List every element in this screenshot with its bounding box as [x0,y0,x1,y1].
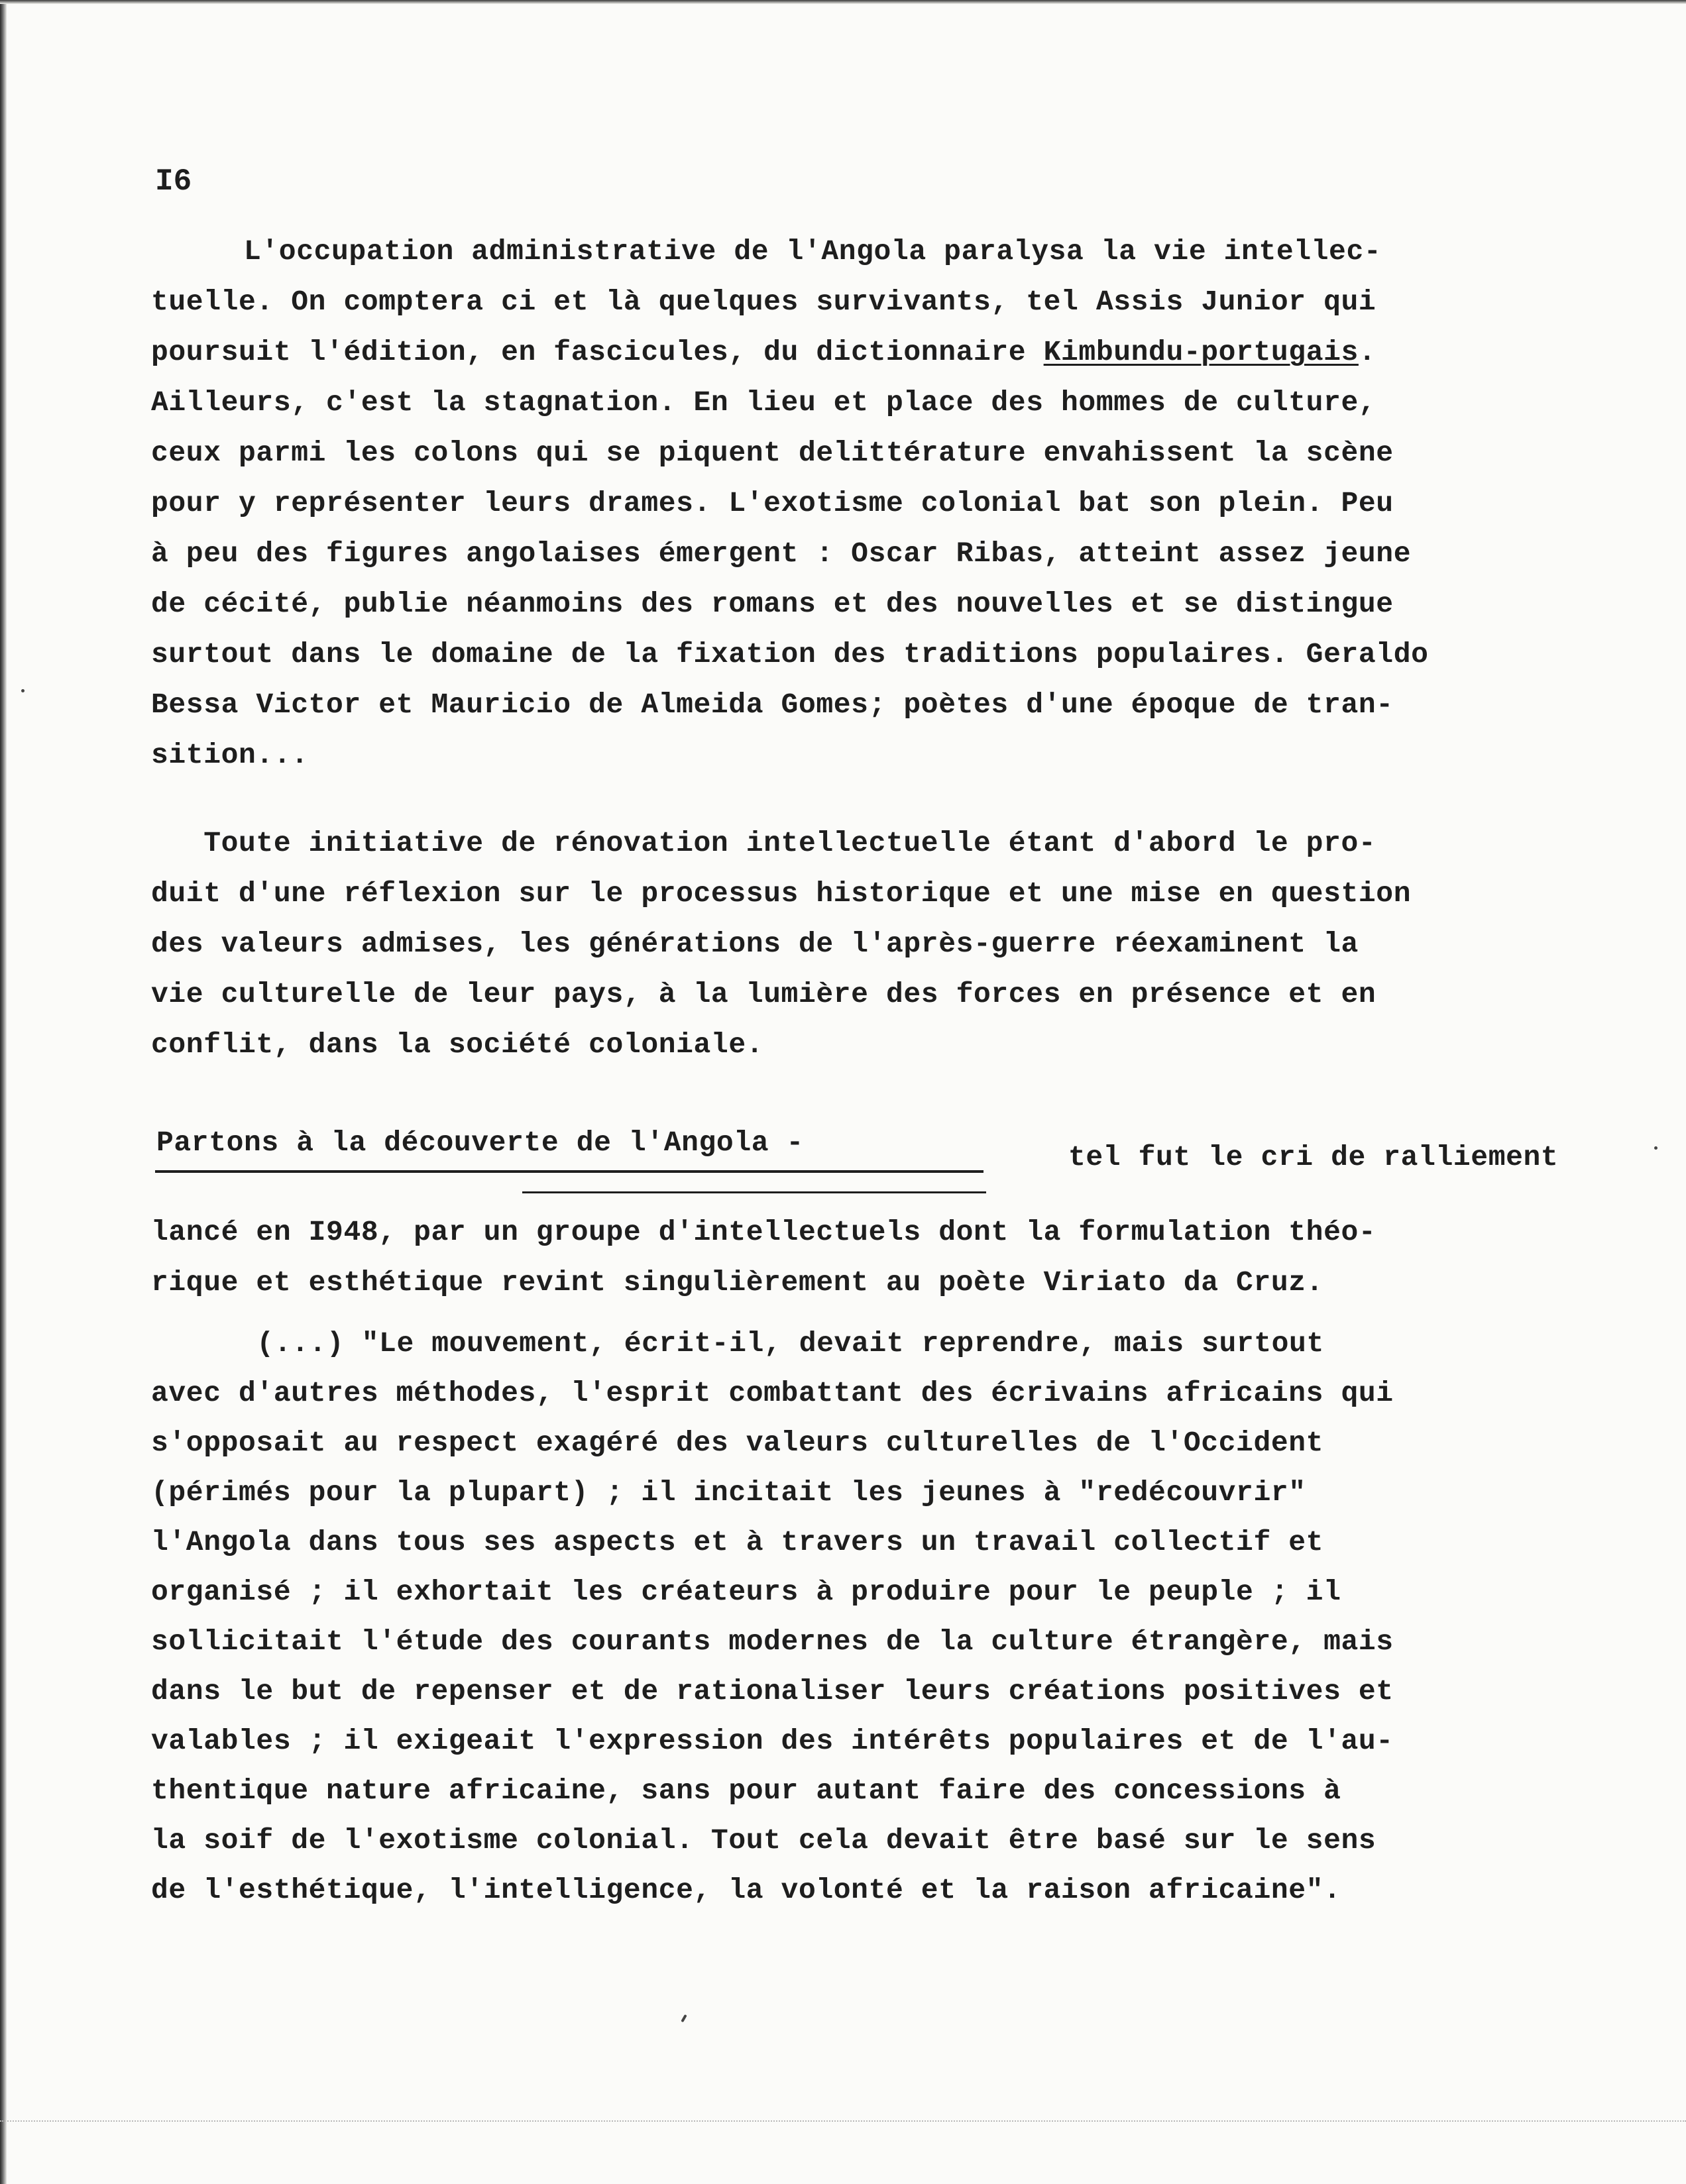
heading-underline [155,1170,984,1173]
text-line: de cécité, publie néanmoins des romans et des nouvelles et se distingue [151,588,1394,620]
text-segment: poursuit l'édition, en fascicules, du dictionnaire [151,336,1044,368]
text-line: ceux parmi les colons qui se piquent delittérature envahissent la scène [151,437,1394,469]
text-line: surtout dans le domaine de la fixation des traditions populaires. Geraldo [151,638,1429,671]
text-line: valables ; il exigeait l'expression des intérêts populaires et de l'au- [151,1725,1394,1757]
scan-speck [681,2014,687,2022]
text-line: organisé ; il exhortait les créateurs à produire pour le peuple ; il [151,1576,1341,1608]
scan-speck [21,689,25,692]
text-line: rique et esthétique revint singulièrement au poète Viriato da Cruz. [151,1266,1324,1299]
text-line: (...) "Le mouvement, écrit-il, devait reprendre, mais surtout [204,1327,1324,1360]
paragraph-1948 [151,1207,1563,1308]
text-line: de l'esthétique, l'intelligence, la volonté et la raison africaine". [151,1874,1341,1906]
text-line: (périmés pour la plupart) ; il incitait les jeunes à "redécouvrir" [151,1476,1306,1509]
text-line: tuelle. On comptera ci et là quelques survivants, tel Assis Junior qui [151,286,1377,318]
heading-underline-double [522,1191,986,1193]
text-line: L'occupation administrative de l'Angola paralysa la vie intellec- [244,235,1382,268]
heading-continuation: tel fut le cri de ralliement [1068,1141,1559,1174]
scan-edge-left [0,0,7,2184]
text-line: à peu des figures angolaises émergent : Oscar Ribas, atteint assez jeune [151,537,1412,570]
underlined-term: Kimbundu-portugais [1043,336,1359,368]
quotation-viriato-da-cruz [151,1319,1563,1915]
text-line [151,327,1563,378]
text-line: thentique nature africaine, sans pour autant faire des concessions à [151,1774,1341,1807]
paragraph-occupation [151,227,1563,781]
section-heading [151,1126,1563,1186]
text-line: l'Angola dans tous ses aspects et à travers un travail collectif et [151,1526,1324,1558]
text-line: des valeurs admises, les générations de l'après-guerre réexaminent la [151,928,1359,960]
text-line: pour y représenter leurs drames. L'exotisme colonial bat son plein. Peu [151,487,1394,519]
text-line: sition... [151,739,309,771]
scan-edge-top [0,0,1686,4]
text-line: lancé en I948, par un groupe d'intellectuels dont la formulation théo- [151,1216,1377,1248]
text-line: duit d'une réflexion sur le processus historique et une mise en question [151,877,1412,910]
text-line: dans le but de repenser et de rationaliser leurs créations positives et [151,1675,1394,1708]
text-line: sollicitait l'étude des courants modernes de la culture étrangère, mais [151,1625,1394,1658]
text-segment: . [1358,336,1377,368]
text-line: s'opposait au respect exagéré des valeurs culturelles de l'Occident [151,1427,1324,1459]
text-line: Bessa Victor et Mauricio de Almeida Gomes; poètes d'une époque de tran- [151,688,1394,721]
text-line: Ailleurs, c'est la stagnation. En lieu et place des hommes de culture, [151,386,1377,419]
text-line: avec d'autres méthodes, l'esprit combattant des écrivains africains qui [151,1377,1394,1409]
text-line: Toute initiative de rénovation intellectuelle étant d'abord le pro- [151,827,1377,859]
text-line: la soif de l'exotisme colonial. Tout cela devait être basé sur le sens [151,1824,1377,1857]
paragraph-renovation [151,818,1563,1070]
page-number: I6 [155,164,192,199]
text-line: conflit, dans la société coloniale. [151,1028,764,1061]
text-line: vie culturelle de leur pays, à la lumière des forces en présence et en [151,978,1377,1010]
scan-speck [1654,1146,1658,1150]
heading-title: Partons à la découverte de l'Angola - [156,1126,804,1159]
scan-edge-bottom [0,2120,1686,2123]
